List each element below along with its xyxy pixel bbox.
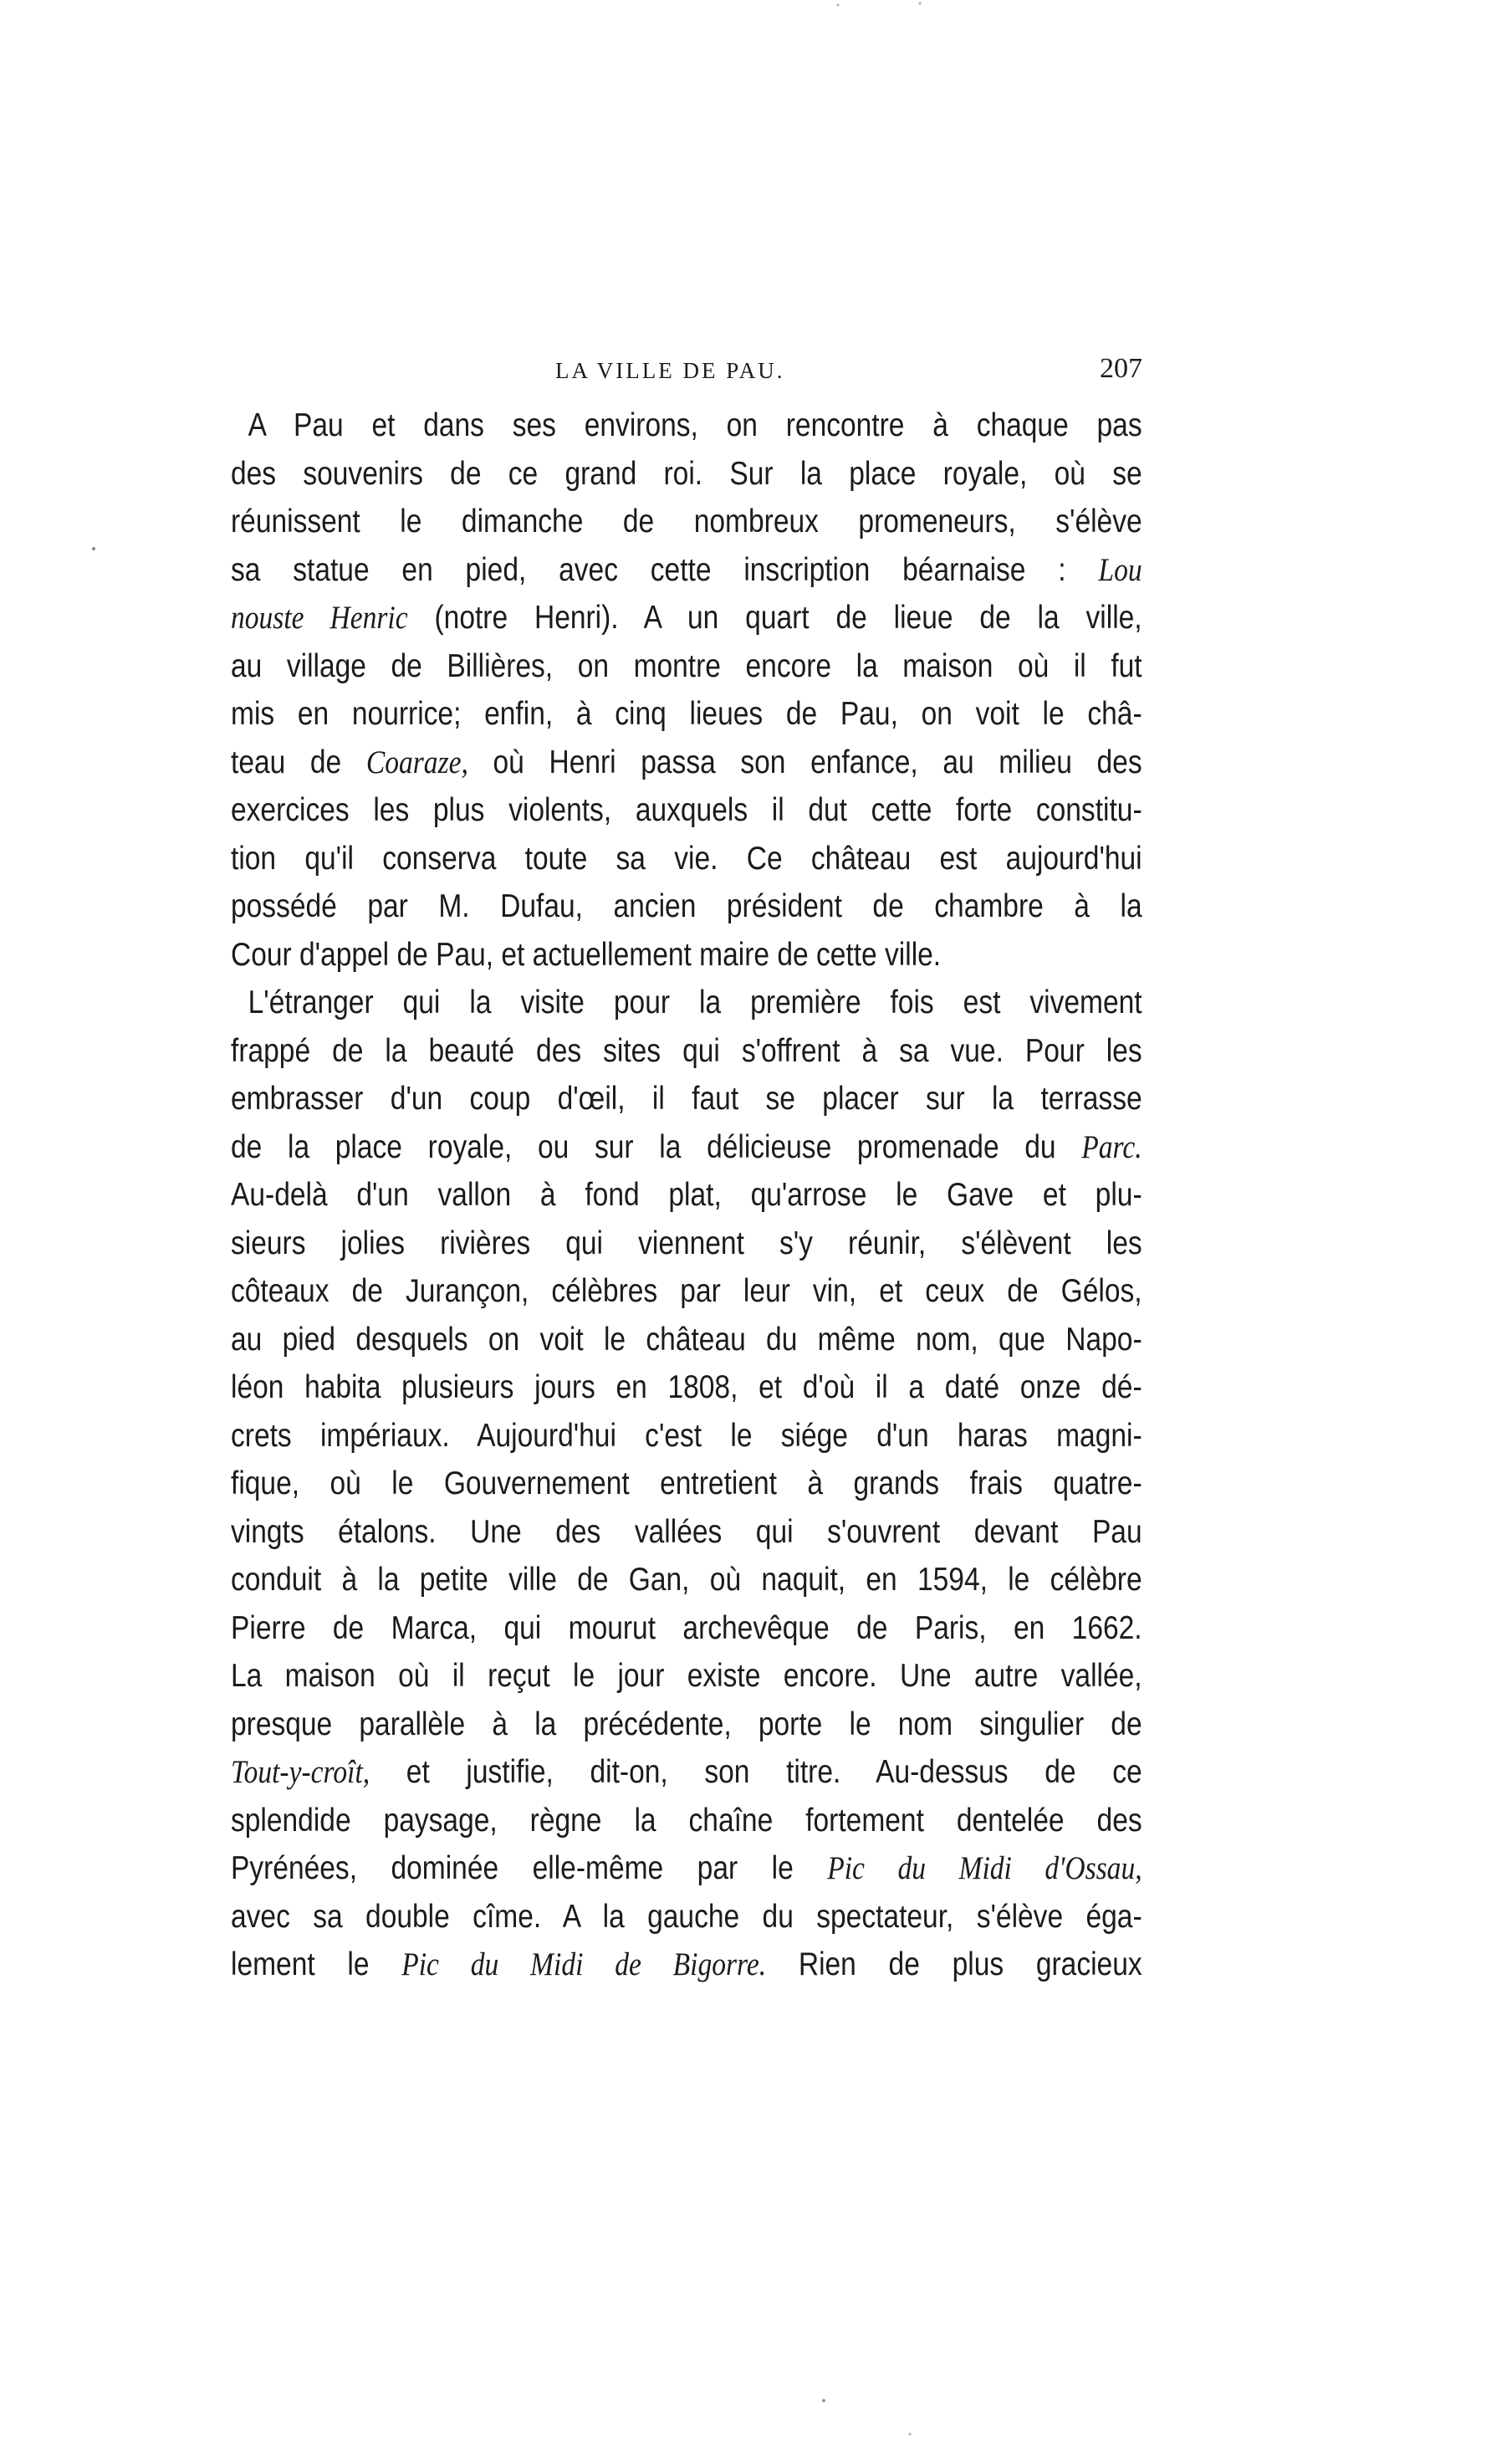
- text-run: (notre Henri). A un quart de lieue de la ville,: [407, 600, 1142, 636]
- text-run: sa statue en pied, avec cette inscription béarnaise :: [231, 551, 1099, 588]
- text-line: [231, 1652, 1142, 1701]
- text-line: [231, 1123, 1142, 1172]
- text-line: [231, 1941, 1142, 1989]
- text-line: [231, 882, 1142, 931]
- italic-text: Lou: [1098, 551, 1142, 588]
- text-line: [231, 1363, 1142, 1412]
- text-run: Cour d'appel de Pau, et actuellement maire de cette ville.: [231, 936, 942, 973]
- text-run: tion qu'il conserva toute sa vie. Ce château est aujourd'hui: [231, 840, 1142, 877]
- text-line: [231, 1556, 1142, 1604]
- italic-text: Pic du Midi de Bigorre.: [401, 1946, 767, 1982]
- text-run: lement le: [231, 1946, 402, 1982]
- text-line: [231, 546, 1142, 595]
- text-run: Rien de plus gracieux: [766, 1946, 1142, 1982]
- running-head: [231, 353, 1142, 395]
- text-line: [231, 450, 1142, 499]
- text-line: [231, 642, 1142, 691]
- text-line: [231, 1027, 1142, 1076]
- page-number: 207: [1100, 353, 1142, 384]
- italic-text: Coaraze,: [365, 744, 468, 780]
- text-line: [231, 1267, 1142, 1316]
- italic-text: Parc.: [1081, 1128, 1142, 1165]
- text-line: [231, 1460, 1142, 1508]
- text-run: léon habita plusieurs jours en 1808, et d'où il a daté onze dé-: [231, 1369, 1142, 1405]
- text-line: [231, 979, 1142, 1027]
- text-run: embrasser d'un coup d'œil, il faut se placer sur la terrasse: [231, 1081, 1142, 1117]
- text-line: [231, 786, 1142, 835]
- text-run: splendide paysage, règne la chaîne fortement dentelée des: [231, 1802, 1142, 1839]
- text-line: [231, 1171, 1142, 1220]
- text-line: [231, 931, 1142, 979]
- text-line: [231, 1797, 1142, 1845]
- text-run: réunissent le dimanche de nombreux promeneurs, s'élève: [231, 504, 1142, 540]
- text-run: Au-delà d'un vallon à fond plat, qu'arrose le Gave et plu-: [231, 1177, 1142, 1213]
- text-run: frappé de la beauté des sites qui s'offrent à sa vue. Pour les: [231, 1032, 1142, 1069]
- text-line: [231, 1220, 1142, 1268]
- text-line: [231, 835, 1142, 883]
- text-line: [231, 1316, 1142, 1364]
- text-run: L'étranger qui la visite pour la première fois est vivement: [248, 985, 1142, 1020]
- text-run: mis en nourrice; enfin, à cinq lieues de Pau, on voit le châ-: [231, 696, 1142, 732]
- text-line: [231, 1893, 1142, 1941]
- text-run: teau de: [231, 744, 366, 780]
- text-line: [231, 594, 1142, 642]
- text-line: [231, 1075, 1142, 1123]
- text-run: et justifie, dit-on, son titre. Au-dessus de ce: [370, 1754, 1142, 1790]
- text-run: conduit à la petite ville de Gan, où naquit, en 1594, le célèbre: [231, 1562, 1142, 1598]
- text-run: possédé par M. Dufau, ancien président de chambre à la: [231, 888, 1142, 924]
- text-line: [231, 1604, 1142, 1653]
- text-line: [231, 401, 1142, 450]
- text-line: [231, 1748, 1142, 1797]
- text-line: [231, 1508, 1142, 1557]
- italic-text: Tout-y-croît,: [231, 1754, 370, 1790]
- italic-text: nouste Henric: [231, 600, 408, 636]
- text-line: [231, 739, 1142, 787]
- text-line: [231, 1701, 1142, 1749]
- text-run: fique, où le Gouvernement entretient à grands frais quatre-: [231, 1465, 1142, 1501]
- text-run: avec sa double cîme. A la gauche du spectateur, s'élève éga-: [231, 1898, 1142, 1935]
- text-run: Pyrénées, dominée elle-même par le: [231, 1850, 828, 1886]
- text-run: au pied desquels on voit le château du même nom, que Napo-: [231, 1321, 1142, 1358]
- text-run: La maison où il reçut le jour existe encore. Une autre vallée,: [231, 1658, 1142, 1694]
- text-line: [231, 498, 1142, 546]
- text-line: [231, 1844, 1142, 1893]
- text-run: au village de Billières, on montre encore la maison où il fut: [231, 647, 1142, 684]
- text-run: sieurs jolies rivières qui viennent s'y réunir, s'élèvent les: [231, 1225, 1142, 1261]
- text-line: [231, 1412, 1142, 1460]
- text-run: presque parallèle à la précédente, porte le nom singulier de: [231, 1706, 1142, 1742]
- text-run: Pierre de Marca, qui mourut archevêque de Paris, en 1662.: [231, 1609, 1142, 1646]
- body-text: [231, 401, 1142, 1989]
- text-run: de la place royale, ou sur la délicieuse promenade du: [231, 1128, 1082, 1165]
- text-run: A Pau et dans ses environs, on rencontre à chaque pas: [248, 407, 1142, 443]
- text-run: vingts étalons. Une des vallées qui s'ouvrent devant Pau: [231, 1513, 1142, 1550]
- text-line: [231, 690, 1142, 739]
- text-run: des souvenirs de ce grand roi. Sur la place royale, où se: [231, 455, 1142, 492]
- italic-text: Pic du Midi d'Ossau,: [827, 1850, 1142, 1886]
- text-run: où Henri passa son enfance, au milieu des: [467, 744, 1142, 780]
- text-run: exercices les plus violents, auxquels il dut cette forte constitu-: [231, 792, 1142, 828]
- text-run: crets impériaux. Aujourd'hui c'est le siége d'un haras magni-: [231, 1417, 1142, 1454]
- running-title: LA VILLE DE PAU.: [555, 358, 785, 383]
- text-run: côteaux de Jurançon, célèbres par leur vin, et ceux de Gélos,: [231, 1273, 1142, 1309]
